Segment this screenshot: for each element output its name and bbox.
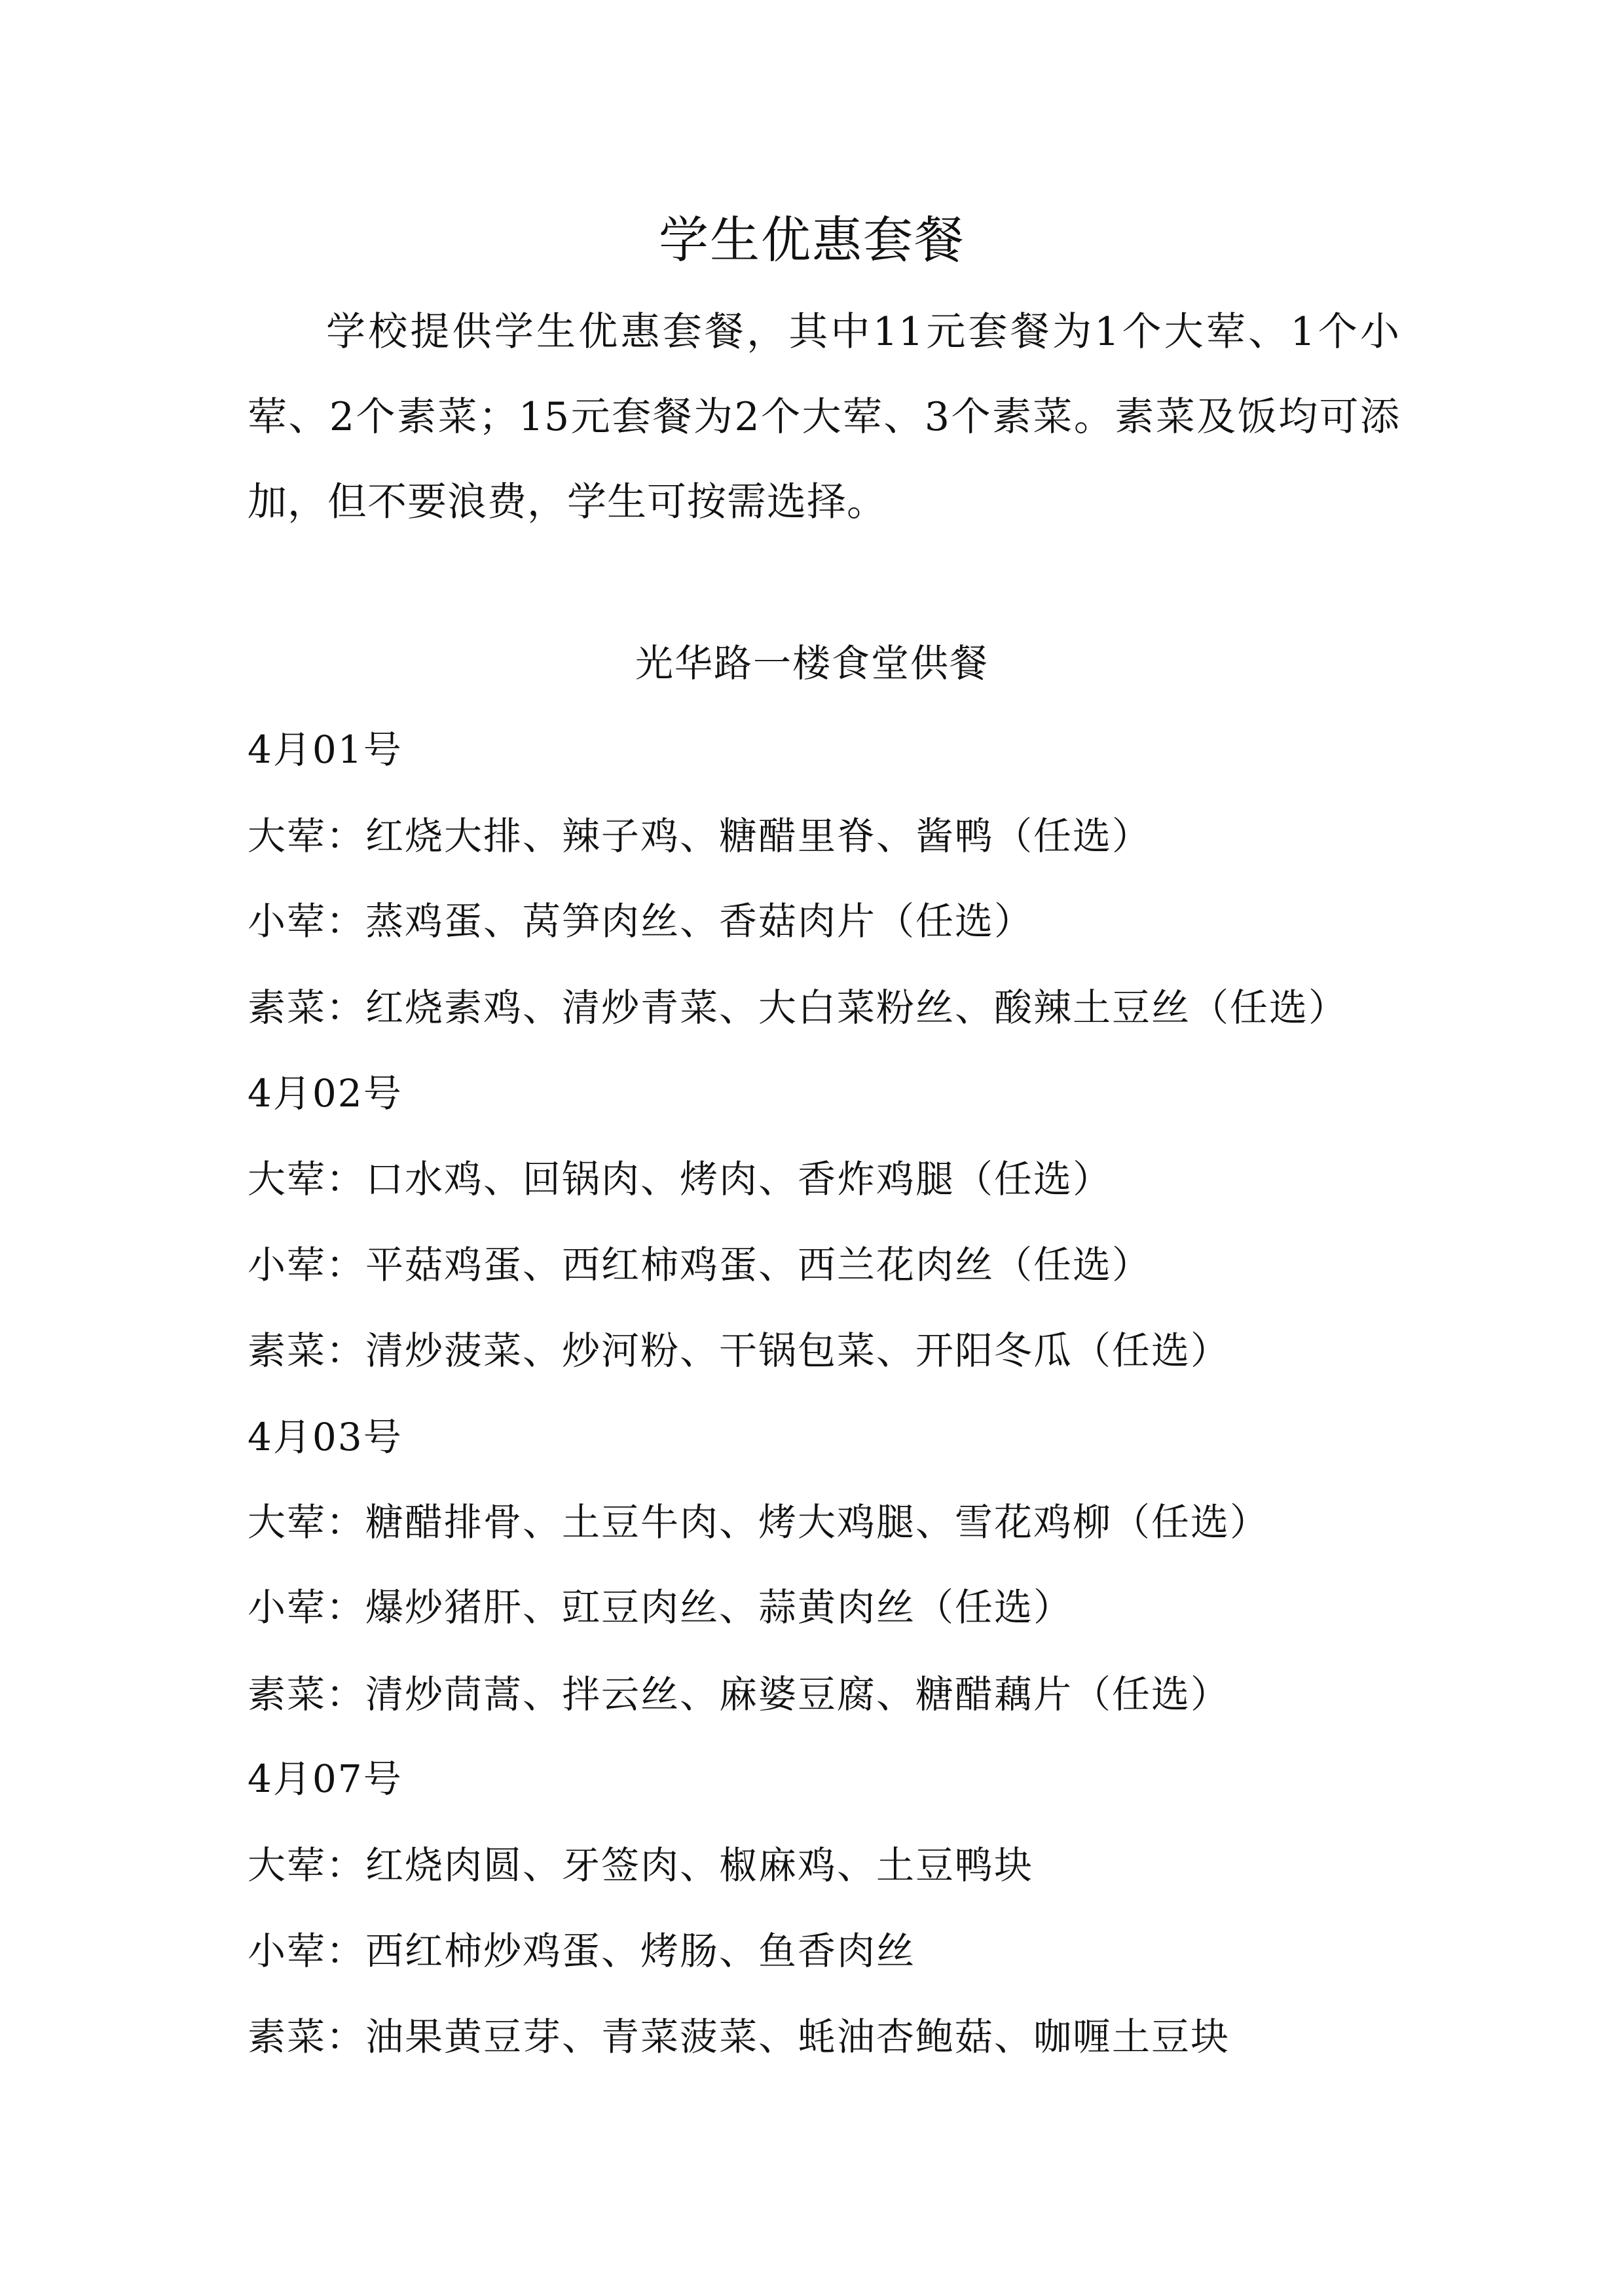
day-date: 4月01号 — [248, 727, 403, 772]
day-date: 4月07号 — [248, 1757, 403, 1801]
vegetable-line: 素菜：红烧素鸡、清炒青菜、大白菜粉丝、酸辣土豆丝（任选） — [248, 985, 1348, 1030]
big-meat-line: 大荤：糖醋排骨、土豆牛肉、烤大鸡腿、雪花鸡柳（任选） — [248, 1500, 1270, 1544]
small-meat-line: 小荤：平菇鸡蛋、西红柿鸡蛋、西兰花肉丝（任选） — [248, 1243, 1152, 1287]
big-meat-line: 大荤：口水鸡、回锅肉、烤肉、香炸鸡腿（任选） — [248, 1157, 1113, 1201]
big-meat-line: 大荤：红烧大排、辣子鸡、糖醋里脊、酱鸭（任选） — [248, 814, 1152, 858]
day-date: 4月03号 — [248, 1415, 403, 1459]
small-meat-line: 小荤：蒸鸡蛋、莴笋肉丝、香菇肉片（任选） — [248, 899, 1034, 943]
section-title: 光华路一楼食堂供餐 — [635, 641, 989, 685]
day-date: 4月02号 — [248, 1071, 403, 1116]
vegetable-line: 素菜：油果黄豆芽、青菜菠菜、蚝油杏鲍菇、咖喱土豆块 — [248, 2014, 1230, 2059]
vegetable-line: 素菜：清炒菠菜、炒河粉、干锅包菜、开阳冬瓜（任选） — [248, 1328, 1230, 1373]
vegetable-line: 素菜：清炒茼蒿、拌云丝、麻婆豆腐、糖醋藕片（任选） — [248, 1672, 1230, 1717]
big-meat-line: 大荤：红烧肉圆、牙签肉、椒麻鸡、土豆鸭块 — [248, 1843, 1034, 1887]
small-meat-line: 小荤：西红柿炒鸡蛋、烤肠、鱼香肉丝 — [248, 1929, 916, 1973]
small-meat-line: 小荤：爆炒猪肝、豇豆肉丝、蒜黄肉丝（任选） — [248, 1585, 1073, 1630]
intro-paragraph: 学校提供学生优惠套餐，其中11元套餐为1个大荤、1个小荤、2个素菜；15元套餐为2个大荤、3个素菜。素菜及饭均可添加，但不要浪费，学生可按需选择。 — [248, 309, 1400, 525]
page-title: 学生优惠套餐 — [659, 211, 965, 269]
